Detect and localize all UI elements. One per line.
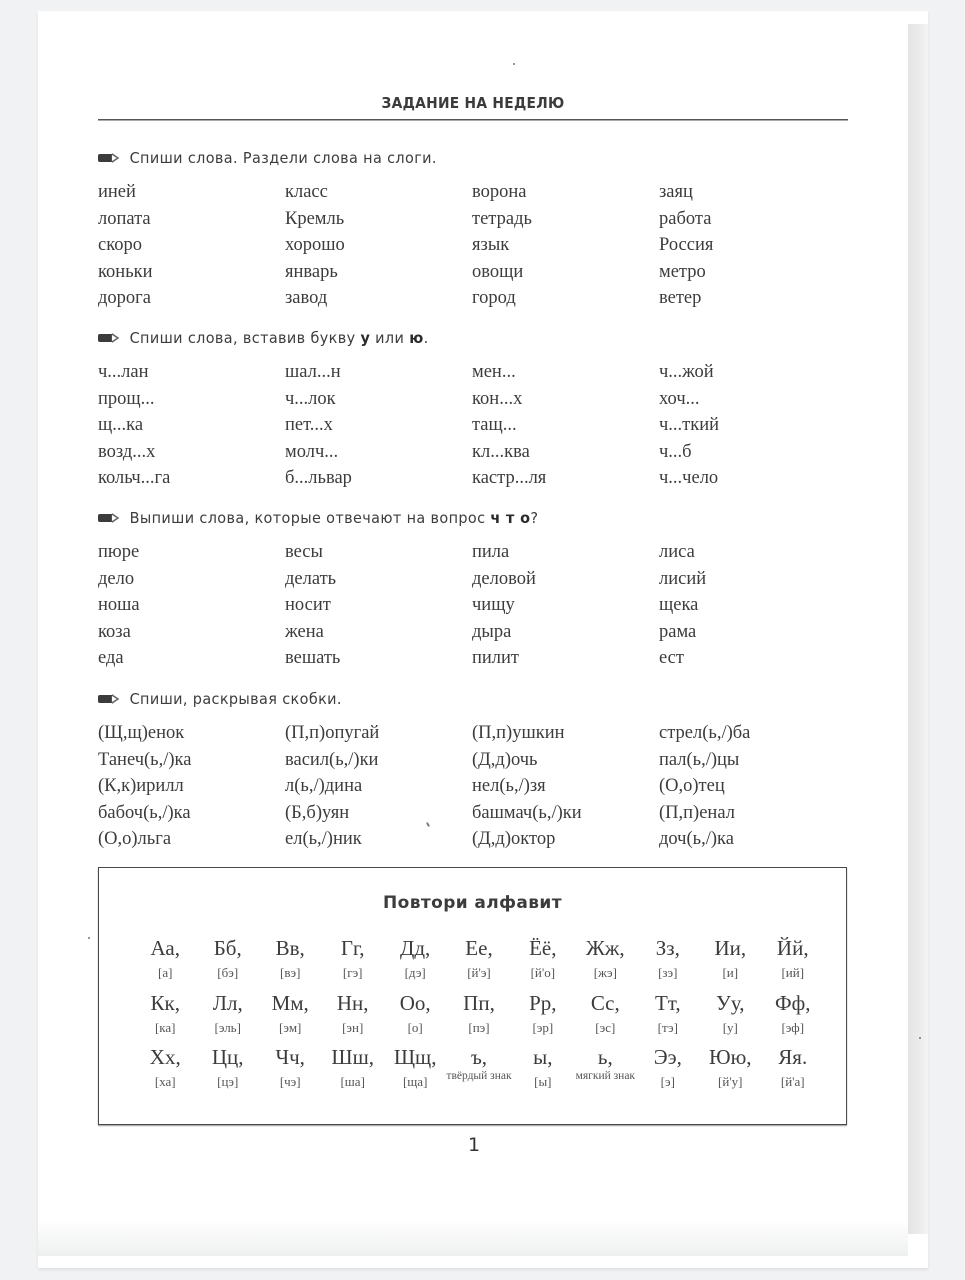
alphabet-letter: Яя. (778, 1045, 808, 1069)
word-item: город (472, 288, 516, 308)
word-item: работа (659, 208, 712, 229)
letter-sound: [гэ] (342, 965, 363, 980)
alphabet-letter: Кк, (150, 990, 180, 1015)
word-item: (К,к)ирилл (98, 776, 184, 796)
instruction-text: ? (530, 509, 539, 527)
word-item: пилит (472, 648, 520, 668)
alphabet-letter: Ии, (714, 936, 747, 960)
letter-sound: [а] (158, 965, 173, 980)
word-item: язык (472, 235, 510, 255)
instruction-emphasis: у (360, 329, 371, 347)
letter-sound: [пэ] (468, 1019, 490, 1035)
word-item: кл...ква (472, 441, 530, 462)
alphabet-letter-cell (446, 1043, 511, 1098)
letter-sound: [цэ] (217, 1074, 239, 1089)
page-bottom-shade (38, 1220, 908, 1256)
letter-sound: [й'а] (780, 1074, 805, 1089)
alphabet-letter-cell (512, 934, 574, 989)
word-item: пюре (98, 542, 140, 562)
alphabet-letter: ы, (533, 1045, 553, 1069)
word-item: ч...ткий (659, 415, 720, 435)
alphabet-letter-cell (321, 934, 383, 989)
word-item: дело (98, 568, 135, 589)
word-item: январь (285, 261, 338, 282)
task-3 (98, 506, 858, 672)
word-item: лисий (659, 568, 707, 589)
alphabet-letter-cell (637, 1043, 699, 1098)
instruction-emphasis: ю (409, 329, 424, 347)
word-item: лиса (659, 542, 695, 562)
letter-name-note: мягкий знак (575, 1070, 636, 1082)
word-item: Россия (659, 235, 714, 255)
letter-sound: [й'о] (530, 965, 556, 980)
alphabet-letter-cell (637, 934, 699, 989)
word-item: ел(ь,/)ник (285, 829, 362, 849)
task-1 (98, 146, 858, 312)
word-item: Танеч(ь,/)ка (98, 749, 192, 770)
letter-sound: [жэ] (593, 965, 617, 980)
letter-sound: [дэ] (404, 965, 426, 980)
alphabet-letter-cell (574, 934, 636, 989)
scan-speck (919, 1037, 921, 1039)
word-item: вешать (285, 648, 341, 668)
letter-sound: [эль] (214, 1019, 241, 1035)
alphabet-letter: Уу, (716, 990, 745, 1015)
alphabet-letter: Аа, (150, 936, 180, 960)
page-title: ЗАДАНИЕ НА НЕДЕЛЮ (381, 94, 565, 112)
word-item: щека (659, 595, 699, 615)
letter-sound: [э] (660, 1074, 675, 1089)
word-item: ч...лок (285, 388, 336, 409)
word-item: жена (285, 621, 324, 642)
word-item: (О,о)тец (659, 776, 725, 796)
alphabet-letter-cell (699, 989, 761, 1044)
alphabet-letter-cell (321, 989, 383, 1044)
alphabet-letter: Цц, (211, 1045, 244, 1069)
alphabet-letter-cell (699, 934, 761, 989)
letter-sound: [эр] (532, 1019, 554, 1035)
word-item: деловой (472, 568, 536, 589)
word-grid (98, 720, 858, 853)
alphabet-letter-cell (512, 989, 574, 1044)
scan-speck (88, 937, 90, 939)
alphabet-letter: Щщ, (393, 1045, 437, 1069)
word-item: ноша (98, 595, 140, 615)
word-item: доч(ь,/)ка (659, 829, 734, 849)
instruction-text: Спиши слова, вставив букву (129, 329, 361, 347)
alphabet-letter: Зз, (655, 936, 680, 960)
instruction-text: Спиши, раскрывая скобки. (129, 690, 342, 708)
letter-sound: [ха] (154, 1074, 176, 1089)
word-item: рама (659, 621, 697, 642)
alphabet-title: Повтори алфавит (383, 893, 562, 913)
word-item: ч...б (659, 441, 692, 462)
word-item: молч... (285, 441, 339, 462)
word-item: скоро (98, 235, 143, 255)
letter-sound: [зэ] (658, 965, 678, 980)
alphabet-letter: Тт, (654, 990, 681, 1015)
instruction-text: Выпиши слова, которые отвечают на вопрос (129, 509, 491, 527)
letter-sound: [тэ] (657, 1019, 678, 1035)
pencil-icon (98, 152, 122, 164)
word-item: мен... (472, 362, 516, 382)
alphabet-letter-cell (196, 934, 258, 989)
alphabet-letter: Оо, (399, 990, 431, 1015)
word-item: башмач(ь,/)ки (472, 802, 582, 823)
word-item: завод (285, 288, 328, 308)
word-grid (98, 539, 858, 672)
word-item: пила (472, 542, 510, 562)
task-instruction (98, 146, 805, 170)
alphabet-letter: Нн, (336, 990, 369, 1015)
word-item: дыра (472, 621, 512, 642)
word-item: васил(ь,/)ки (285, 749, 379, 770)
alphabet-letter-cell (574, 989, 636, 1044)
task-instruction (98, 326, 805, 350)
alphabet-letter: Ээ, (653, 1045, 682, 1069)
alphabet-letter-cell (762, 934, 824, 989)
alphabet-letter-cell (259, 989, 321, 1044)
alphabet-letter: Гг, (340, 936, 365, 960)
word-item: нел(ь,/)зя (472, 776, 546, 796)
word-item: тащ... (472, 415, 517, 435)
alphabet-letter: Вв, (275, 936, 305, 960)
title-divider (98, 119, 848, 120)
letter-sound: [ы] (534, 1074, 552, 1089)
instruction-text: . (423, 329, 429, 347)
letter-name-note: твёрдый знак (446, 1070, 512, 1082)
alphabet-letter-cell (637, 989, 699, 1044)
letter-sound: [чэ] (279, 1074, 301, 1089)
letter-sound: [эф] (781, 1019, 805, 1035)
pencil-icon (98, 332, 122, 344)
alphabet-letter-cell (134, 934, 196, 989)
letter-sound: [бэ] (217, 965, 239, 980)
word-item: кольч...га (98, 468, 171, 488)
alphabet-letter-cell (512, 1043, 574, 1098)
word-item: стрел(ь,/)ба (659, 723, 751, 743)
letter-sound: [ка] (154, 1019, 176, 1035)
word-item: ч...чело (659, 468, 719, 488)
word-item: тетрадь (472, 208, 532, 229)
alphabet-letter: Рр, (529, 990, 557, 1015)
alphabet-letter-cell (134, 989, 196, 1044)
word-item: ветер (659, 288, 702, 308)
word-item: ест (659, 648, 684, 668)
letter-sound: [эс] (595, 1019, 616, 1035)
alphabet-letter-cell (574, 1043, 636, 1098)
word-item: делать (285, 568, 337, 589)
page-number: 1 (467, 1134, 481, 1156)
alphabet-letter: Йй, (776, 936, 809, 960)
alphabet-letter: Пп, (463, 990, 495, 1015)
word-item: хорошо (285, 235, 345, 255)
instruction-text: или (370, 329, 410, 347)
word-item: носит (285, 595, 331, 615)
alphabet-letter-cell (321, 1043, 383, 1098)
letter-sound: [й'у] (718, 1074, 743, 1089)
task-instruction (98, 506, 805, 530)
alphabet-letter-cell (134, 1043, 196, 1098)
word-item: Кремль (285, 208, 345, 229)
word-item: (О,о)льга (98, 829, 172, 849)
word-item: б...львар (285, 468, 352, 488)
word-item: еда (98, 648, 124, 668)
instruction-emphasis: ч т о (490, 509, 531, 527)
letter-sound: [эн] (342, 1019, 364, 1035)
word-item: чищу (472, 595, 515, 615)
page-edge-shadow (908, 24, 928, 1234)
alphabet-letter-cell (196, 989, 258, 1044)
letter-sound: [й'э] (467, 965, 491, 980)
alphabet-letter: Бб, (213, 936, 242, 960)
alphabet-letter-cell (259, 1043, 321, 1098)
alphabet-letter: ь, (597, 1045, 613, 1069)
word-item: прощ... (98, 388, 155, 409)
alphabet-letter: Сс, (590, 990, 620, 1015)
word-item: ч...лан (98, 362, 149, 382)
word-item: щ...ка (98, 415, 144, 435)
word-item: кастр...ля (472, 468, 547, 488)
alphabet-letter: Шш, (331, 1045, 374, 1069)
alphabet-letter-cell (384, 934, 446, 989)
word-item: кон...х (472, 388, 523, 409)
pencil-icon (98, 512, 122, 524)
word-item: ч...жой (659, 362, 714, 382)
alphabet-letter: Чч, (275, 1045, 305, 1069)
word-grid (98, 179, 858, 312)
word-item: пал(ь,/)цы (659, 749, 740, 770)
alphabet-letter-cell (196, 1043, 258, 1098)
pencil-icon (98, 693, 122, 705)
word-item: (П,п)опугай (285, 723, 380, 743)
word-item: возд...х (98, 441, 156, 462)
alphabet-letter-cell (446, 989, 511, 1044)
alphabet-letter: Фф, (775, 990, 811, 1015)
letter-sound: [ща] (402, 1074, 428, 1089)
word-item: (П,п)ушкин (472, 723, 565, 743)
task-instruction (98, 687, 805, 711)
letter-sound: [ий] (781, 965, 805, 980)
word-item: (Щ,щ)енок (98, 723, 185, 743)
word-item: дорога (98, 288, 151, 308)
word-item: иней (98, 182, 136, 202)
word-item: бабоч(ь,/)ка (98, 802, 191, 823)
letter-sound: [у] (722, 1019, 738, 1035)
alphabet-letter: Лл, (212, 990, 243, 1015)
scan-speck (513, 63, 515, 65)
instruction-text: Спиши слова. Раздели слова на слоги. (129, 149, 437, 167)
alphabet-letter-cell (446, 934, 511, 989)
word-item: (П,п)енал (659, 802, 735, 823)
alphabet-letter: Жж, (586, 936, 625, 960)
word-item: пет...х (285, 415, 333, 435)
alphabet-letter: Юю, (709, 1045, 752, 1069)
word-item: ворона (472, 182, 527, 202)
alphabet-letter-cell (762, 1043, 824, 1098)
word-item: хоч... (659, 388, 700, 409)
alphabet-letter-cell (259, 934, 321, 989)
alphabet-letter-cell (384, 1043, 446, 1098)
alphabet-letter: Ее, (465, 936, 493, 960)
alphabet-letter-cell (762, 989, 824, 1044)
letter-sound: [ша] (340, 1074, 365, 1089)
word-item: лопата (98, 208, 151, 229)
alphabet-letter-cell (699, 1043, 761, 1098)
alphabet-letter-cell (384, 989, 446, 1044)
alphabet-letter: Ёё, (529, 936, 557, 960)
word-grid (98, 359, 858, 492)
word-item: коза (98, 621, 131, 642)
word-item: коньки (98, 261, 153, 282)
alphabet-letter: ъ, (470, 1045, 488, 1069)
word-item: (Б,б)уян (285, 802, 350, 823)
word-item: л(ь,/)дина (285, 776, 363, 796)
task-2 (98, 326, 858, 492)
alphabet-grid (134, 934, 824, 1098)
word-item: (Д,д)октор (472, 829, 556, 849)
task-4 (98, 687, 858, 853)
word-item: шал...н (285, 362, 341, 382)
letter-sound: [о] (407, 1019, 423, 1035)
letter-sound: [и] (722, 965, 739, 980)
word-item: класс (285, 182, 328, 202)
alphabet-letter: Мм, (271, 990, 309, 1015)
word-item: (Д,д)очь (472, 749, 538, 770)
alphabet-box (98, 867, 847, 1125)
word-item: весы (285, 542, 323, 562)
letter-sound: [вэ] (280, 965, 301, 980)
word-item: метро (659, 261, 706, 282)
alphabet-letter: Хх, (149, 1045, 181, 1069)
word-item: заяц (659, 182, 693, 202)
letter-sound: [эм] (279, 1019, 302, 1035)
word-item: овощи (472, 261, 524, 282)
alphabet-letter: Дд, (400, 936, 431, 960)
